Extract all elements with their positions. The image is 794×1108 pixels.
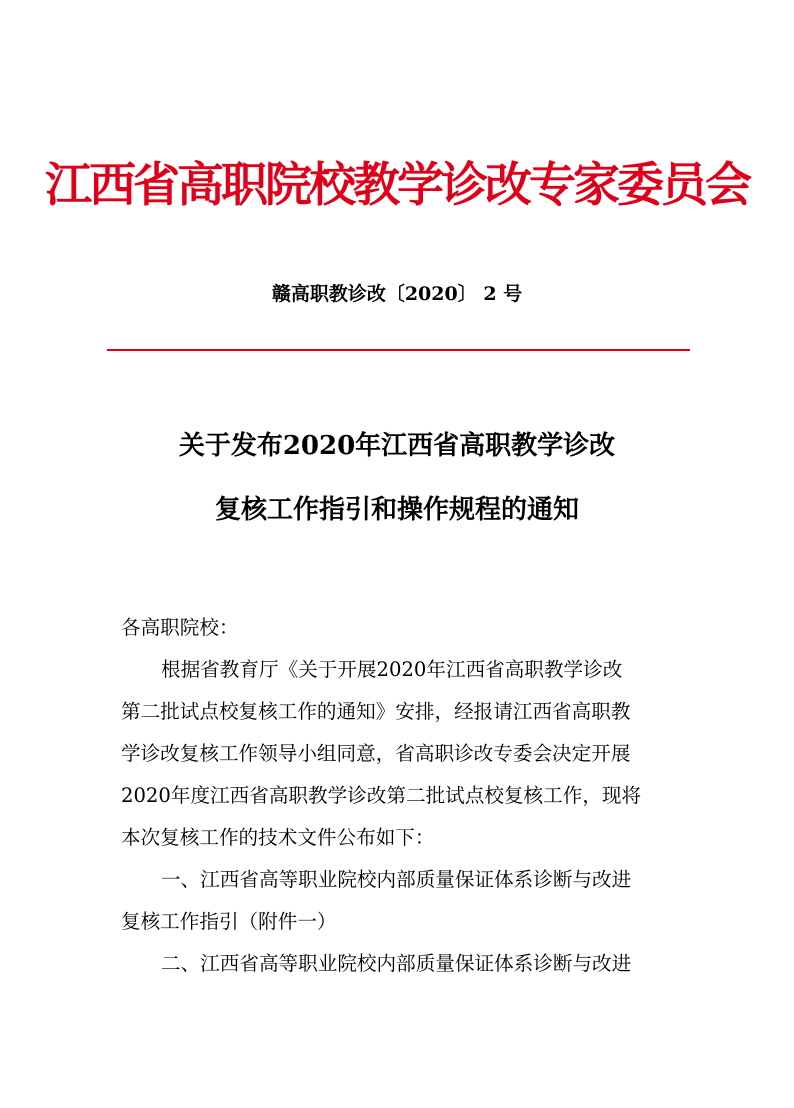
body-paragraph-line: 学诊改复核工作领导小组同意，省高职诊改专委会决定开展 xyxy=(121,742,631,765)
body-list-item-line: 一、江西省高等职业院校内部质量保证体系诊断与改进 xyxy=(161,868,632,891)
issuing-organization-header: 江西省高职院校教学诊改专家委员会 xyxy=(45,158,749,213)
salutation: 各高职院校： xyxy=(121,616,239,639)
document-number: 赣高职教诊改〔2020〕 2 号 xyxy=(271,283,523,305)
body-paragraph-line: 根据省教育厅《关于开展2020年江西省高职教学诊改 xyxy=(161,658,623,681)
notice-title-line-2: 复核工作指引和操作规程的通知 xyxy=(214,495,579,525)
body-paragraph-line: 第二批试点校复核工作的通知》安排，经报请江西省高职教 xyxy=(121,700,631,723)
body-paragraph-line: 2020年度江西省高职教学诊改第二批试点校复核工作，现将 xyxy=(121,784,642,807)
notice-title-line-1: 关于发布2020年江西省高职教学诊改 xyxy=(178,431,616,461)
red-separator-line xyxy=(107,349,690,351)
body-list-item-line: 二、江西省高等职业院校内部质量保证体系诊断与改进 xyxy=(161,952,632,975)
body-paragraph-line: 本次复核工作的技术文件公布如下： xyxy=(121,826,435,849)
body-list-item-line: 复核工作指引（附件一） xyxy=(121,910,337,933)
